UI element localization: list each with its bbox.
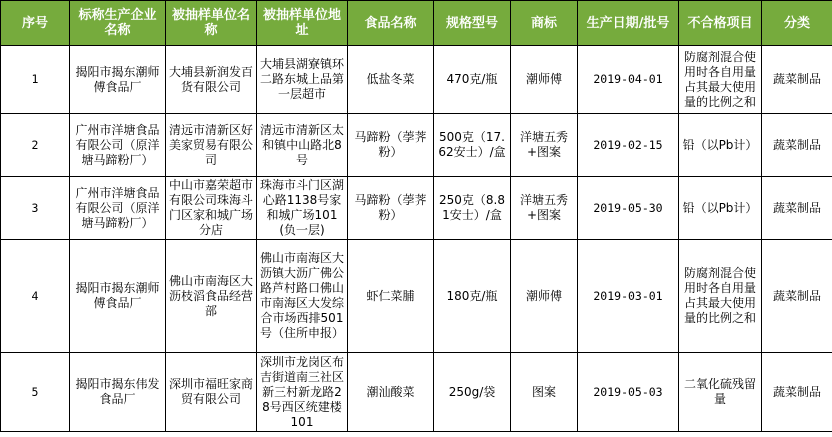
cell-item: 二氧化硫残留量 xyxy=(679,353,762,432)
cell-brand: 洋塘五秀+图案 xyxy=(511,114,578,177)
cell-category: 蔬菜制品 xyxy=(762,353,832,432)
cell-spec: 250g/袋 xyxy=(434,353,511,432)
table-row xyxy=(1,177,832,240)
cell-date: 2019-03-01 xyxy=(578,240,679,353)
cell-address: 珠海市斗门区湖心路1138号家和城广场101(负一层) xyxy=(257,177,348,240)
cell-spec: 470克/瓶 xyxy=(434,46,511,114)
cell-no: 2 xyxy=(1,114,70,177)
header-item: 不合格项目 xyxy=(679,1,762,46)
cell-manufacturer: 广州市洋塘食品有限公司（原洋塘马蹄粉厂） xyxy=(70,114,166,177)
header-brand: 商标 xyxy=(511,1,578,46)
cell-brand: 潮师傅 xyxy=(511,240,578,353)
header-spec: 规格型号 xyxy=(434,1,511,46)
cell-sampled-unit: 佛山市南海区大沥枝滔食品经营部 xyxy=(166,240,257,353)
cell-address: 清远市清新区太和镇中山路北8号 xyxy=(257,114,348,177)
cell-spec: 500克（17.62安士）/盒 xyxy=(434,114,511,177)
header-row xyxy=(1,1,832,46)
cell-date: 2019-04-01 xyxy=(578,46,679,114)
cell-item: 防腐剂混合使用时各自用量占其最大使用量的比例之和 xyxy=(679,240,762,353)
header-category: 分类 xyxy=(762,1,832,46)
cell-date: 2019-02-15 xyxy=(578,114,679,177)
cell-food: 马蹄粉（荸荠粉） xyxy=(348,114,434,177)
cell-brand: 潮师傅 xyxy=(511,46,578,114)
cell-brand: 图案 xyxy=(511,353,578,432)
cell-category: 蔬菜制品 xyxy=(762,177,832,240)
table-row xyxy=(1,353,832,432)
cell-sampled-unit: 清远市清新区好美家贸易有限公司 xyxy=(166,114,257,177)
cell-item: 防腐剂混合使用时各自用量占其最大使用量的比例之和 xyxy=(679,46,762,114)
cell-category: 蔬菜制品 xyxy=(762,46,832,114)
cell-no: 1 xyxy=(1,46,70,114)
cell-spec: 180克/瓶 xyxy=(434,240,511,353)
cell-manufacturer: 广州市洋塘食品有限公司（原洋塘马蹄粉厂） xyxy=(70,177,166,240)
cell-date: 2019-05-30 xyxy=(578,177,679,240)
cell-item: 铅（以Pb计） xyxy=(679,177,762,240)
header-manufacturer: 标称生产企业名称 xyxy=(70,1,166,46)
cell-food: 低盐冬菜 xyxy=(348,46,434,114)
cell-manufacturer: 揭阳市揭东潮师傅食品厂 xyxy=(70,240,166,353)
header-food: 食品名称 xyxy=(348,1,434,46)
cell-no: 3 xyxy=(1,177,70,240)
cell-address: 佛山市南海区大沥镇大沥广佛公路芦村路口佛山市南海区大发综合市场西排501号（住所申报） xyxy=(257,240,348,353)
cell-brand: 洋塘五秀+图案 xyxy=(511,177,578,240)
cell-manufacturer: 揭阳市揭东伟发食品厂 xyxy=(70,353,166,432)
header-date: 生产日期/批号 xyxy=(578,1,679,46)
cell-manufacturer: 揭阳市揭东潮师傅食品厂 xyxy=(70,46,166,114)
table-row xyxy=(1,240,832,353)
cell-sampled-unit: 深圳市福旺家商贸有限公司 xyxy=(166,353,257,432)
cell-no: 5 xyxy=(1,353,70,432)
cell-item: 铅（以Pb计） xyxy=(679,114,762,177)
cell-food: 潮汕酸菜 xyxy=(348,353,434,432)
cell-address: 深圳市龙岗区布吉街道南三社区新三村新龙路28号西区统建楼101 xyxy=(257,353,348,432)
cell-food: 虾仁菜脯 xyxy=(348,240,434,353)
cell-sampled-unit: 大埔县新润发百货有限公司 xyxy=(166,46,257,114)
table-row xyxy=(1,114,832,177)
cell-address: 大埔县湖寮镇环二路东城上品第一层超市 xyxy=(257,46,348,114)
header-no: 序号 xyxy=(1,1,70,46)
cell-category: 蔬菜制品 xyxy=(762,240,832,353)
cell-date: 2019-05-03 xyxy=(578,353,679,432)
cell-sampled-unit: 中山市嘉荣超市有限公司珠海斗门区家和城广场分店 xyxy=(166,177,257,240)
cell-category: 蔬菜制品 xyxy=(762,114,832,177)
table-row xyxy=(1,46,832,114)
header-address: 被抽样单位地址 xyxy=(257,1,348,46)
cell-spec: 250克（8.81安士）/盒 xyxy=(434,177,511,240)
cell-no: 4 xyxy=(1,240,70,353)
header-sampled-unit: 被抽样单位名称 xyxy=(166,1,257,46)
cell-food: 马蹄粉（荸荠粉） xyxy=(348,177,434,240)
